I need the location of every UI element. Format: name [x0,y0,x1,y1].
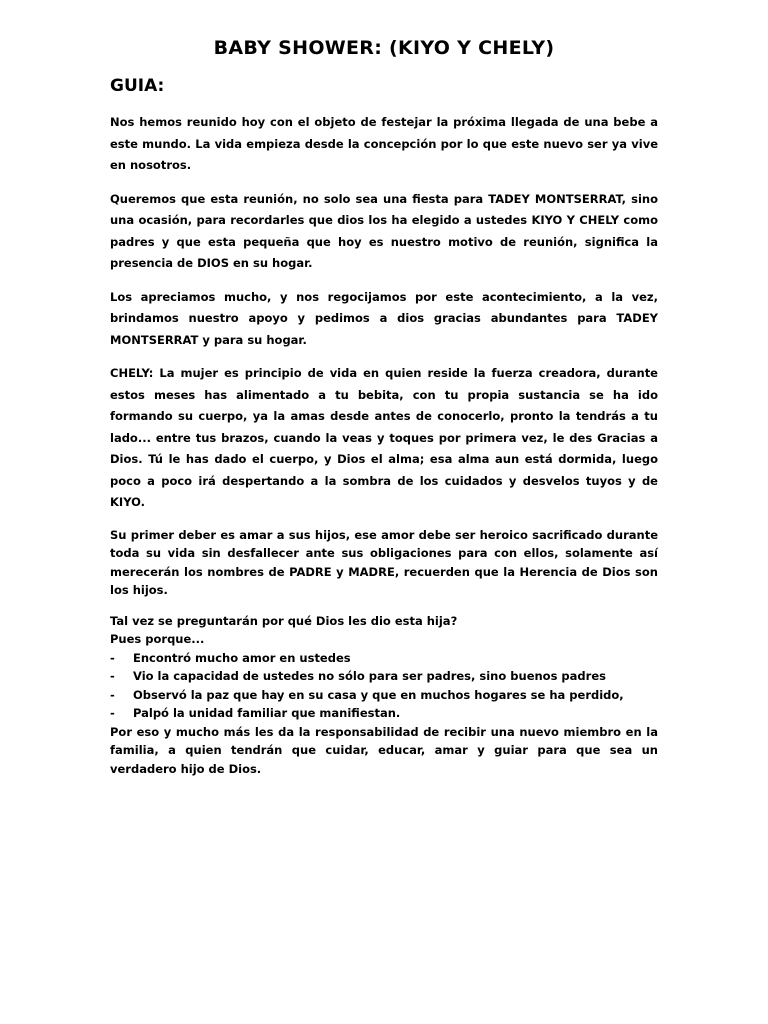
question-line: Tal vez se preguntarán por qué Dios les dio esta hija? [110,613,458,628]
paragraph-appreciation: Los apreciamos mucho, y nos regocijamos por este acontecimiento, a la vez, brindamos nuestro apoyo y pedimos a dios gracias abundantes para TADEY MONTSERRAT y para su hogar. [110,289,658,347]
list-item [110,686,658,705]
paragraph-chely: CHELY: La mujer es principio de vida en quien reside la fuerza creadora, durante estos meses has alimentado a tu bebita, con tu propia sustancia se ha ido formando su cuerpo, ya la amas desde antes de conocerlo, pronto la tendrás a tu lado... entre tus brazos, cuando la veas y toques por primera vez, le des Gracias a Dios. Tú le has dado el cuerpo, y Dios el alma; esa alma aun está dormida, luego poco a poco irá despertando a la sombra de los cuidados y desvelos tuyos y de KIYO. [110,366,658,509]
paragraph-intro: Nos hemos reunido hoy con el objeto de festejar la próxima llegada de una bebe a este mundo. La vida empieza desde la concepción por lo que este nuevo ser ya vive en nosotros. [110,115,658,172]
closing-paragraph: Por eso y mucho más les da la responsabilidad de recibir una nuevo miembro en la familia, a quien tendrán que cuidar, educar, amar y guiar para que sea un verdadero hijo de Dios. [110,724,658,776]
bullet-dash: - [110,687,115,702]
list-item [110,704,658,723]
list-item-text: Palpó la unidad familiar que manifiestan. [133,706,401,720]
document-title: BABY SHOWER: (KIYO Y CHELY) [213,37,555,59]
bullet-dash: - [110,669,115,683]
bullet-dash: - [110,706,115,720]
section-heading: GUIA: [110,76,165,96]
list-item-text: Observó la paz que hay en su casa y que en muchos hogares se ha perdido, [133,687,624,702]
list-item [110,667,658,686]
intro-line: Pues porque... [110,632,205,646]
paragraph-duty: Su primer deber es amar a sus hijos, ese amor debe ser heroico sacrificado durante toda su vida sin desfallecer ante sus obligaciones para con ellos, solamente así merecerán los nombres de PADRE y MADRE, recuerden que la Herencia de Dios son los hijos. [110,527,658,597]
list-item [110,649,658,668]
final-block [110,612,658,779]
list-item-text: Encontró mucho amor en ustedes [133,650,351,665]
document-page [110,36,658,778]
list-item-text: Vio la capacidad de ustedes no sólo para ser padres, sino buenos padres [133,669,606,683]
paragraph-purpose: Queremos que esta reunión, no solo sea una fiesta para TADEY MONTSERRAT, sino una ocasión, para recordarles que dios los ha elegido a ustedes KIYO Y CHELY como padres y que esta pequeña que hoy es nuestro motivo de reunión, significa la presencia de DIOS en su hogar. [110,191,658,270]
bullet-dash: - [110,650,115,665]
